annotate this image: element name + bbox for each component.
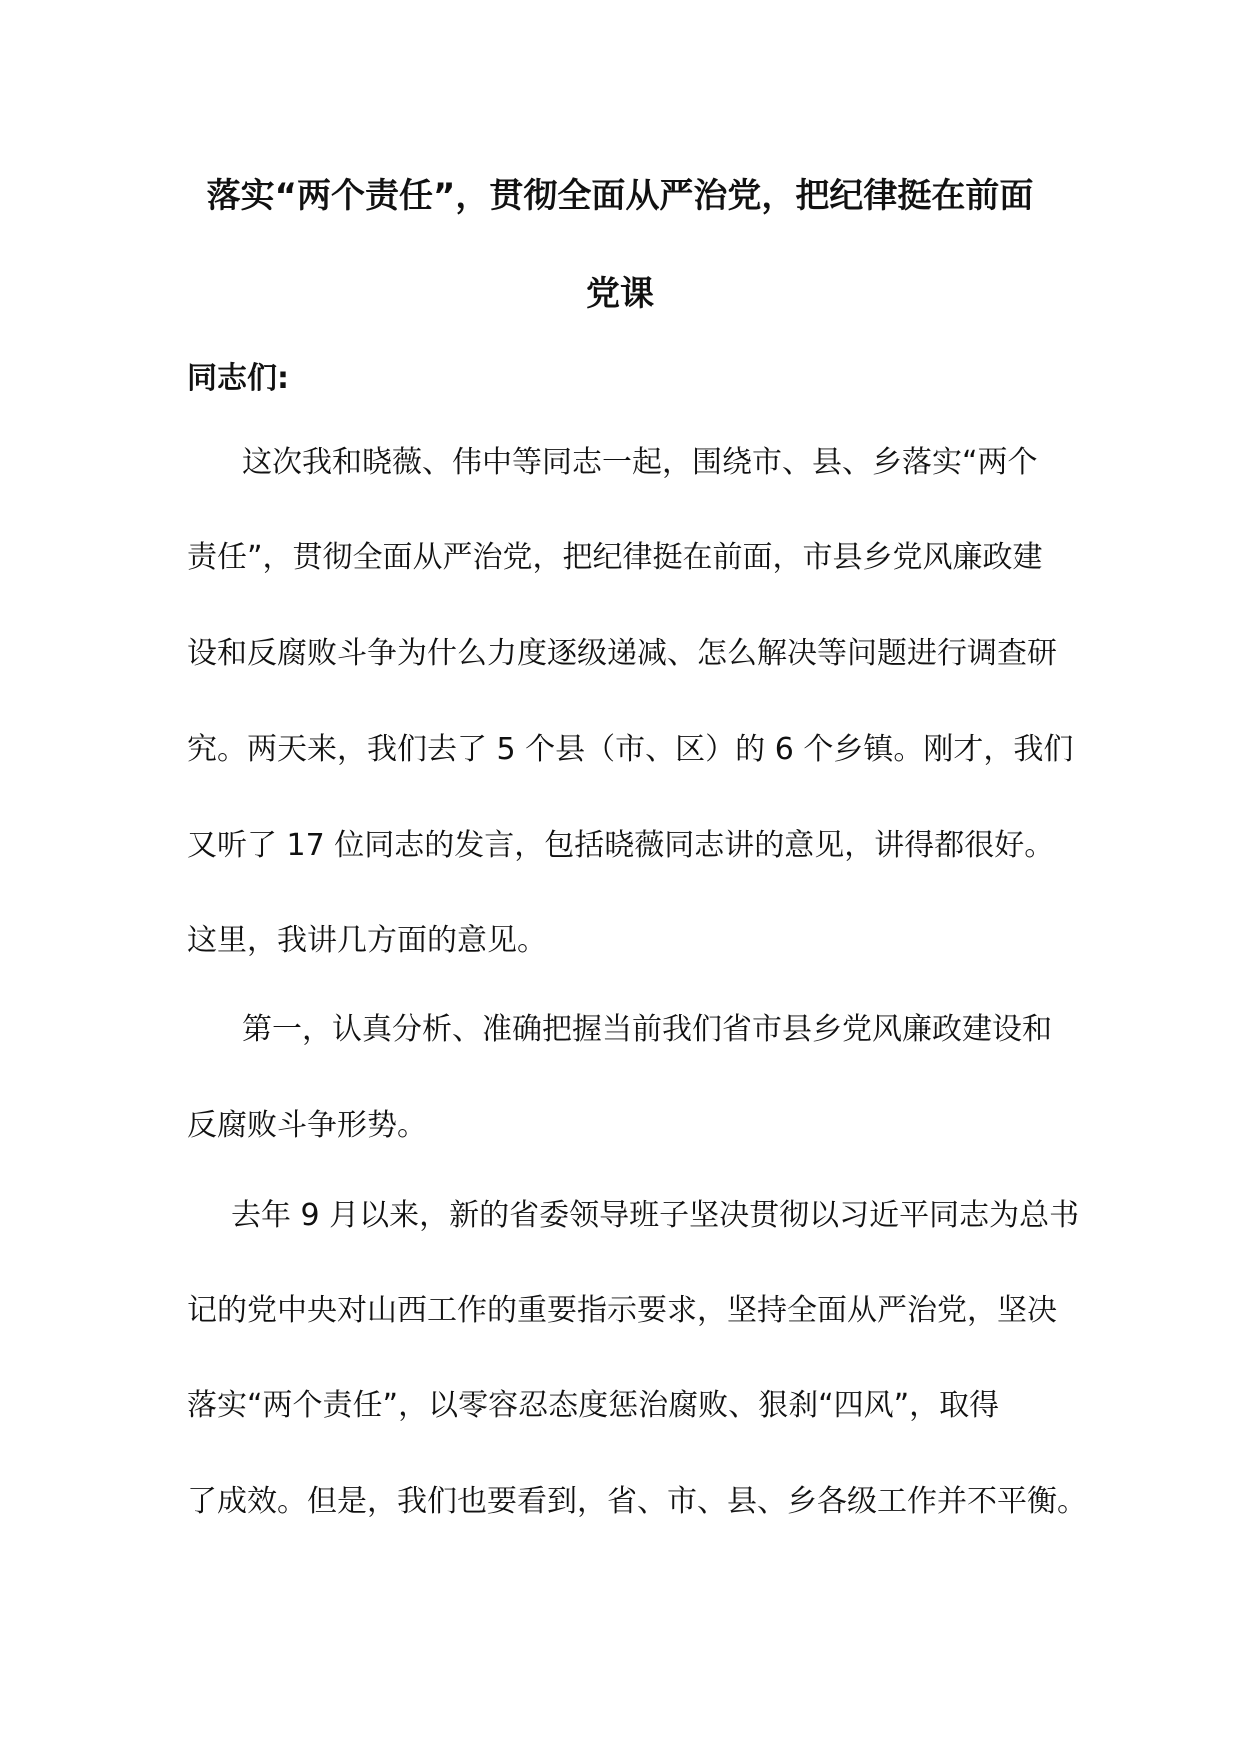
paragraph-2-line-2: 反腐败斗争形势。 (187, 1108, 427, 1143)
paragraph-1-line-6: 这里，我讲几方面的意见。 (187, 923, 547, 958)
paragraph-3-line-4: 了成效。但是，我们也要看到，省、市、县、乡各级工作并不平衡。 (187, 1484, 1087, 1519)
paragraph-3-line-1: 去年 9 月以来，新的省委领导班子坚决贯彻以习近平同志为总书 (231, 1198, 1080, 1233)
paragraph-1-line-1: 这次我和晓薇、伟中等同志一起，围绕市、县、乡落实“两个 (242, 445, 1038, 480)
paragraph-2-line-1: 第一，认真分析、准确把握当前我们省市县乡党风廉政建设和 (242, 1012, 1052, 1047)
paragraph-1-line-2: 责任”，贯彻全面从严治党，把纪律挺在前面，市县乡党风廉政建 (187, 540, 1043, 575)
paragraph-1-line-5: 又听了 17 位同志的发言，包括晓薇同志讲的意见，讲得都很好。 (187, 828, 1055, 863)
salutation: 同志们: (187, 361, 289, 396)
document-title-line-2: 党课 (586, 274, 654, 314)
document-title-line-1: 落实“两个责任”，贯彻全面从严治党，把纪律挺在前面 (206, 176, 1034, 216)
paragraph-1-line-4: 究。两天来，我们去了 5 个县（市、区）的 6 个乡镇。刚才，我们 (187, 732, 1074, 767)
paragraph-3-line-2: 记的党中央对山西工作的重要指示要求，坚持全面从严治党，坚决 (187, 1293, 1057, 1328)
paragraph-1-line-3: 设和反腐败斗争为什么力度逐级递减、怎么解决等问题进行调查研 (187, 636, 1057, 671)
paragraph-3-line-3: 落实“两个责任”，以零容忍态度惩治腐败、狠刹“四风”，取得 (187, 1388, 1000, 1423)
